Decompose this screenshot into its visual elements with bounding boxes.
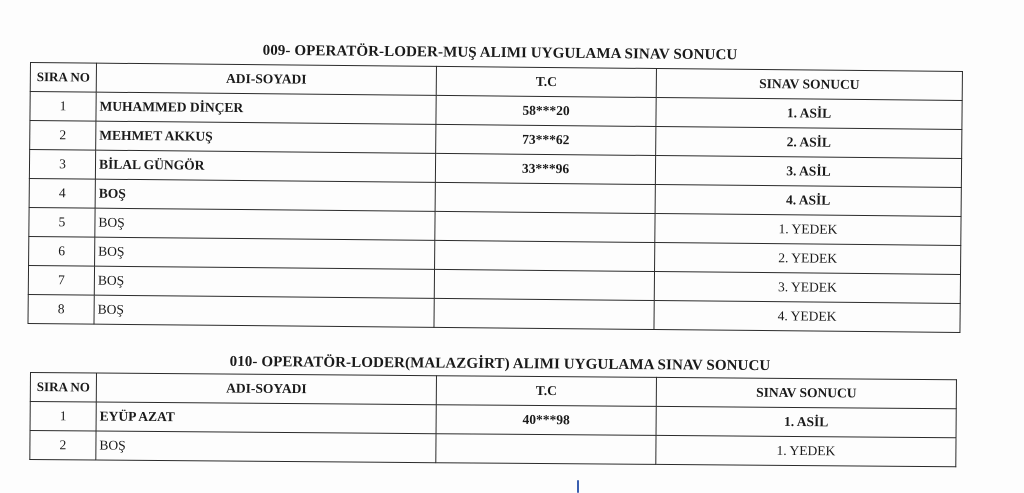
header-adi-soyadi: ADI-SOYADI (96, 373, 436, 405)
row-number: 5 (29, 207, 95, 237)
header-sira-no: SIRA NO (30, 63, 96, 93)
row-result: 3. YEDEK (654, 272, 960, 304)
row-tc (436, 434, 656, 465)
row-result: 1. ASİL (656, 98, 962, 130)
row-name: BOŞ (96, 431, 436, 463)
row-result: 3. ASİL (655, 156, 961, 188)
row-number: 2 (30, 121, 96, 151)
results-table-009 (27, 62, 962, 333)
row-tc (435, 240, 655, 271)
row-tc: 58***20 (436, 95, 656, 126)
row-number: 6 (29, 236, 95, 266)
header-adi-soyadi: ADI-SOYADI (96, 63, 436, 95)
header-tc: T.C (436, 66, 656, 97)
row-tc (434, 298, 654, 329)
row-result: 1. YEDEK (655, 214, 961, 246)
row-number: 3 (29, 150, 95, 180)
section-title-010: 010- OPERATÖR-LODER(MALAZGİRT) ALIMI UYGULAMA SINAV SONUCU (229, 353, 771, 375)
row-name: MEHMET AKKUŞ (96, 121, 436, 153)
row-name: BOŞ (95, 237, 435, 269)
row-number: 7 (28, 265, 94, 295)
row-tc: 73***62 (436, 124, 656, 155)
section-title-009: 009- OPERATÖR-LODER-MUŞ ALIMI UYGULAMA SINAV SONUCU (262, 42, 738, 64)
row-result: 2. ASİL (656, 127, 962, 159)
header-sinav-sonucu: SINAV SONUCU (656, 69, 962, 101)
results-table-010 (29, 372, 957, 467)
row-name: MUHAMMED DİNÇER (96, 92, 436, 124)
row-name: BOŞ (95, 208, 435, 240)
row-result: 1. YEDEK (656, 435, 956, 466)
header-sira-no: SIRA NO (30, 373, 96, 403)
row-number: 1 (30, 92, 96, 122)
row-name: BOŞ (94, 266, 434, 298)
row-number: 2 (30, 431, 96, 461)
row-tc (435, 182, 655, 213)
row-name: EYÜP AZAT (96, 402, 436, 434)
row-name: BOŞ (95, 179, 435, 211)
pen-mark (577, 480, 579, 493)
header-sinav-sonucu: SINAV SONUCU (656, 377, 956, 408)
row-tc (435, 211, 655, 242)
row-tc: 33***96 (435, 153, 655, 184)
row-name: BİLAL GÜNGÖR (95, 150, 435, 182)
row-result: 4. ASİL (655, 185, 961, 217)
row-result: 2. YEDEK (655, 243, 961, 275)
row-tc (434, 269, 654, 300)
table-row (30, 431, 956, 467)
header-tc: T.C (436, 376, 656, 407)
row-number: 4 (29, 178, 95, 208)
row-tc: 40***98 (436, 405, 656, 436)
row-result: 4. YEDEK (654, 301, 960, 333)
row-number: 1 (30, 402, 96, 432)
row-number: 8 (28, 294, 94, 324)
row-result: 1. ASİL (656, 406, 956, 437)
row-name: BOŞ (94, 295, 434, 327)
